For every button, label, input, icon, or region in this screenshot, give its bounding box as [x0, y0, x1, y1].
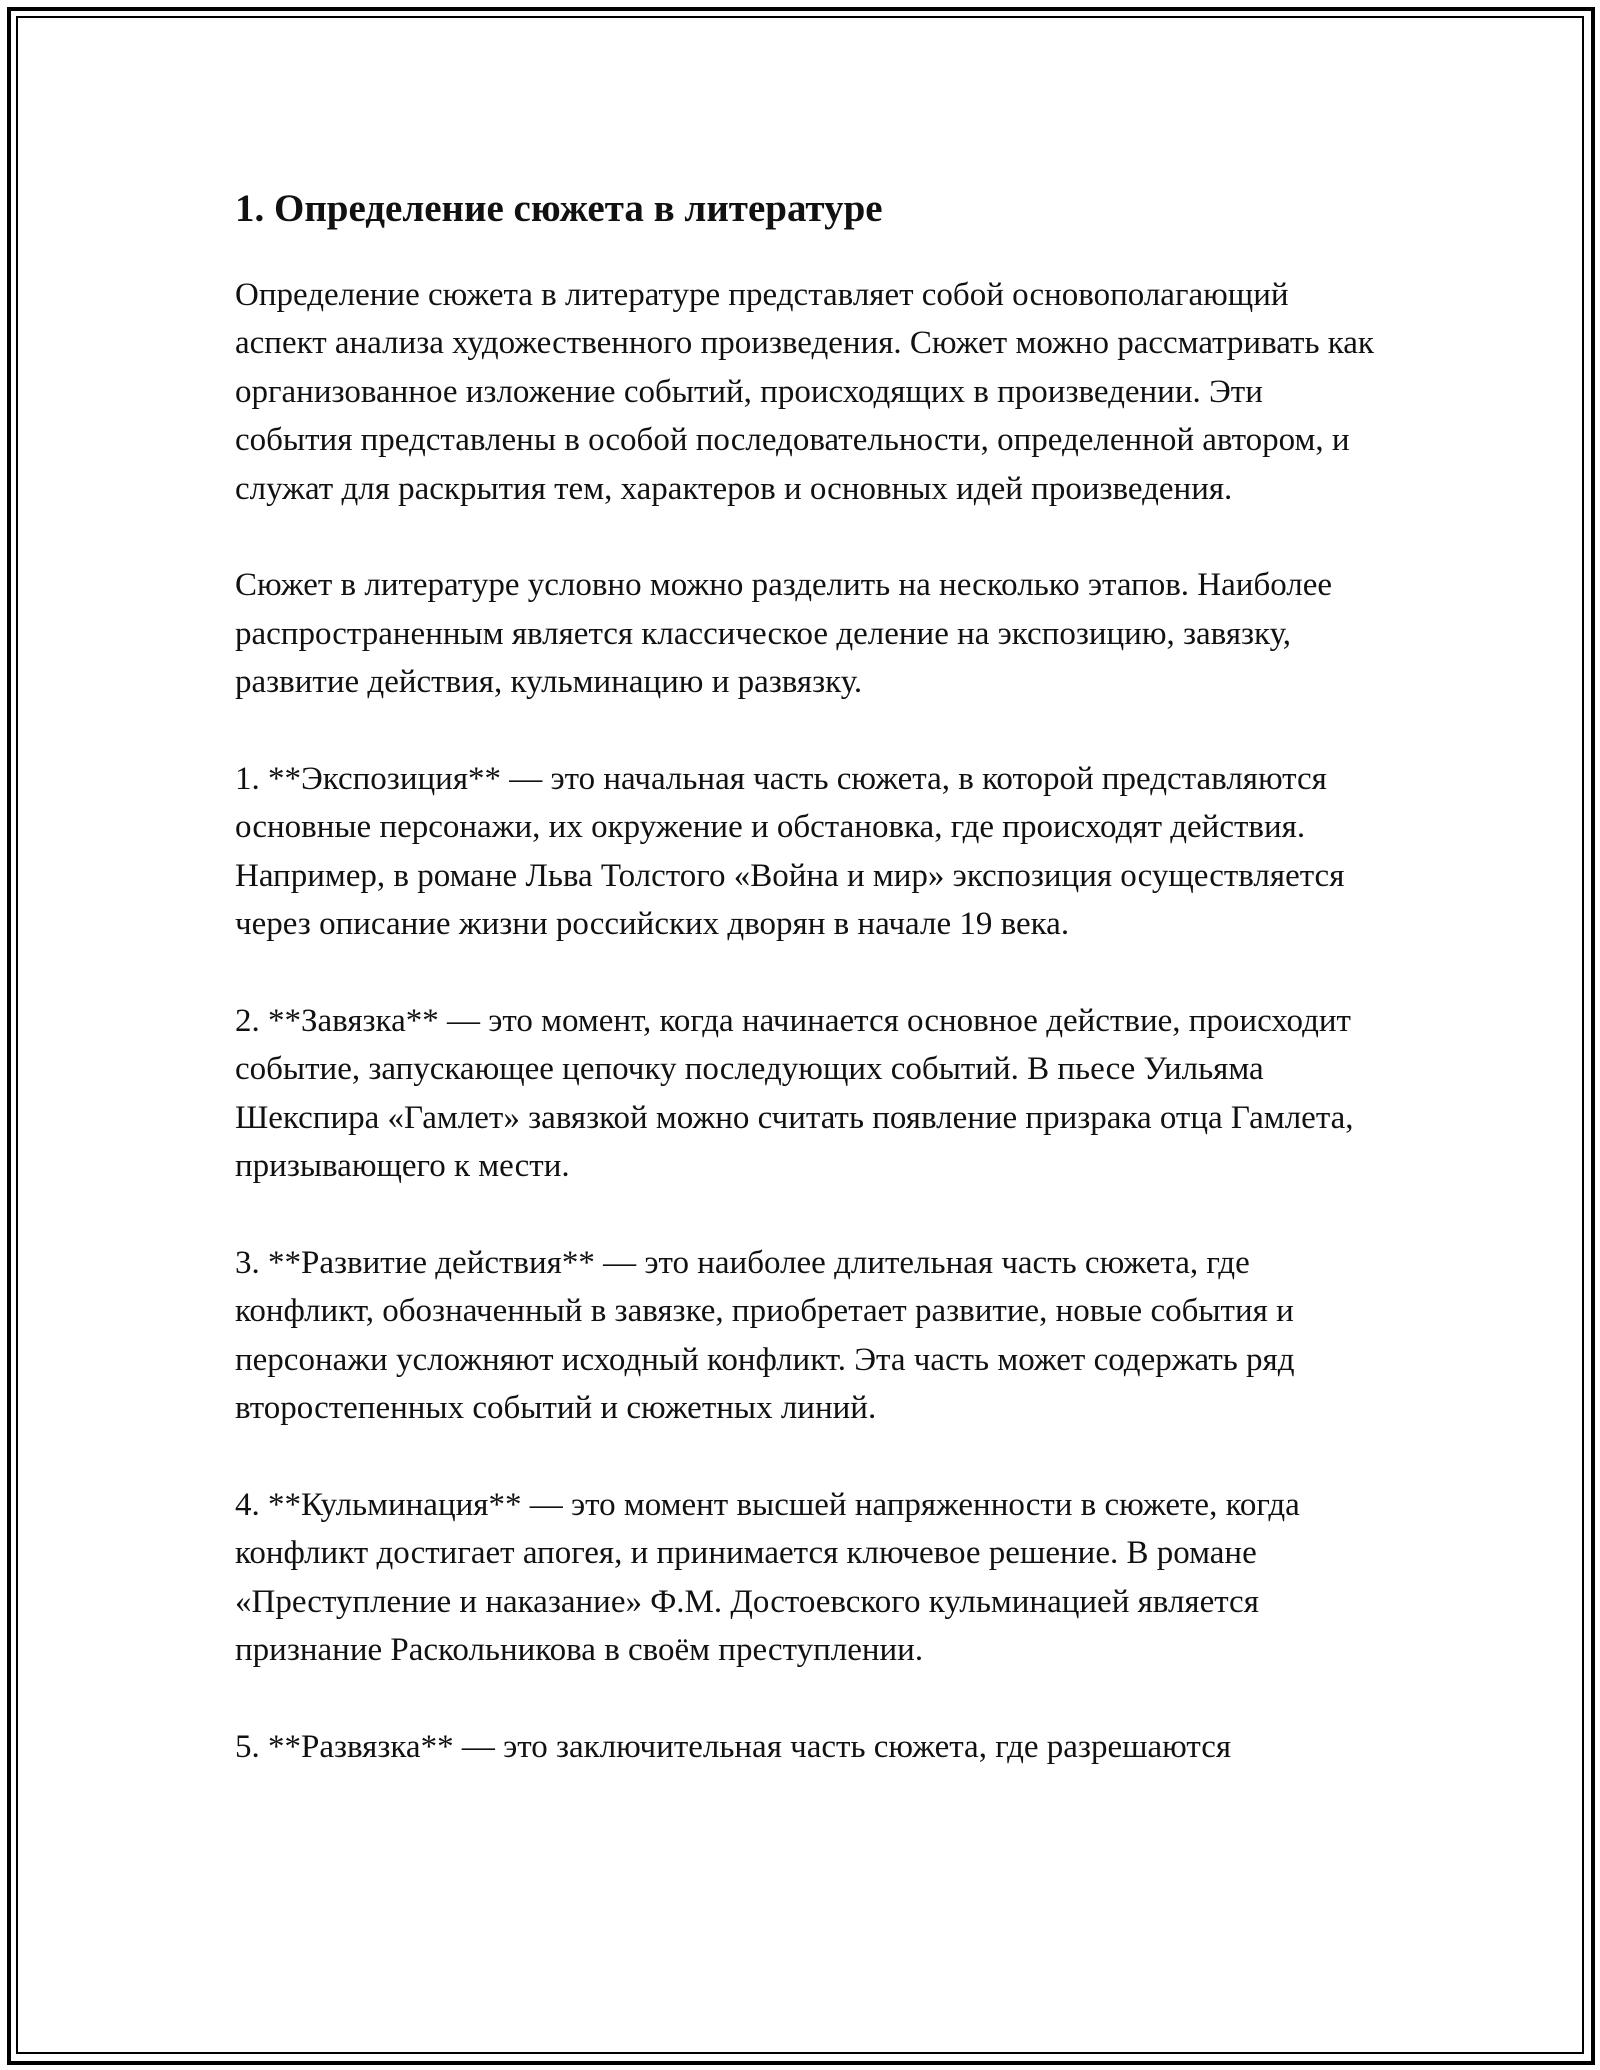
paragraph-stages: Сюжет в литературе условно можно разделить на несколько этапов. Наиболее распространенным является классическое деление на экспозицию, завязку, развитие действия, кульминацию и развязку.	[235, 567, 1333, 701]
paragraph-plot-start: 2. **Завязка** — это момент, когда начинается основное действие, происходит событие, запускающее цепочку последующих событий. В пьесе Уильяма Шекспира «Гамлет» завязкой можно считать появление призрака отца Гамлета, призывающего к мести.	[235, 1002, 1354, 1185]
paragraph-climax: 4. **Кульминация** — это момент высшей напряженности в сюжете, когда конфликт достигает апогея, и принимается ключевое решение. В романе «Преступление и наказание» Ф.М. Достоевского кульминацией является признание Раскольникова в своём преступлении.	[235, 1486, 1300, 1669]
document-body	[235, 184, 1375, 1819]
section-heading: 1. Определение сюжета в литературе	[235, 187, 883, 230]
paragraph-exposition: 1. **Экспозиция** — это начальная часть сюжета, в которой представляются основные персонажи, их окружение и обстановка, где происходят действия. Например, в романе Льва Толстого «Война и мир» экспозиция осуществляется через описание жизни российских дворян в начале 19 века.	[235, 760, 1345, 943]
paragraph-intro: Определение сюжета в литературе представляет собой основополагающий аспект анализа художественного произведения. Сюжет можно рассматривать как организованное изложение событий, происходящих в произведении. Эти события представлены в особой последовательности, определенной автором, и служат для раскрытия тем, характеров и основных идей произведения.	[235, 276, 1374, 507]
paragraph-rising-action: 3. **Развитие действия** — это наиболее длительная часть сюжета, где конфликт, обозначенный в завязке, приобретает развитие, новые события и персонажи усложняют исходный конфликт. Эта часть может содержать ряд второстепенных событий и сюжетных линий.	[235, 1244, 1295, 1427]
paragraph-resolution: 5. **Развязка** — это заключительная часть сюжета, где разрешаются	[235, 1728, 1232, 1765]
